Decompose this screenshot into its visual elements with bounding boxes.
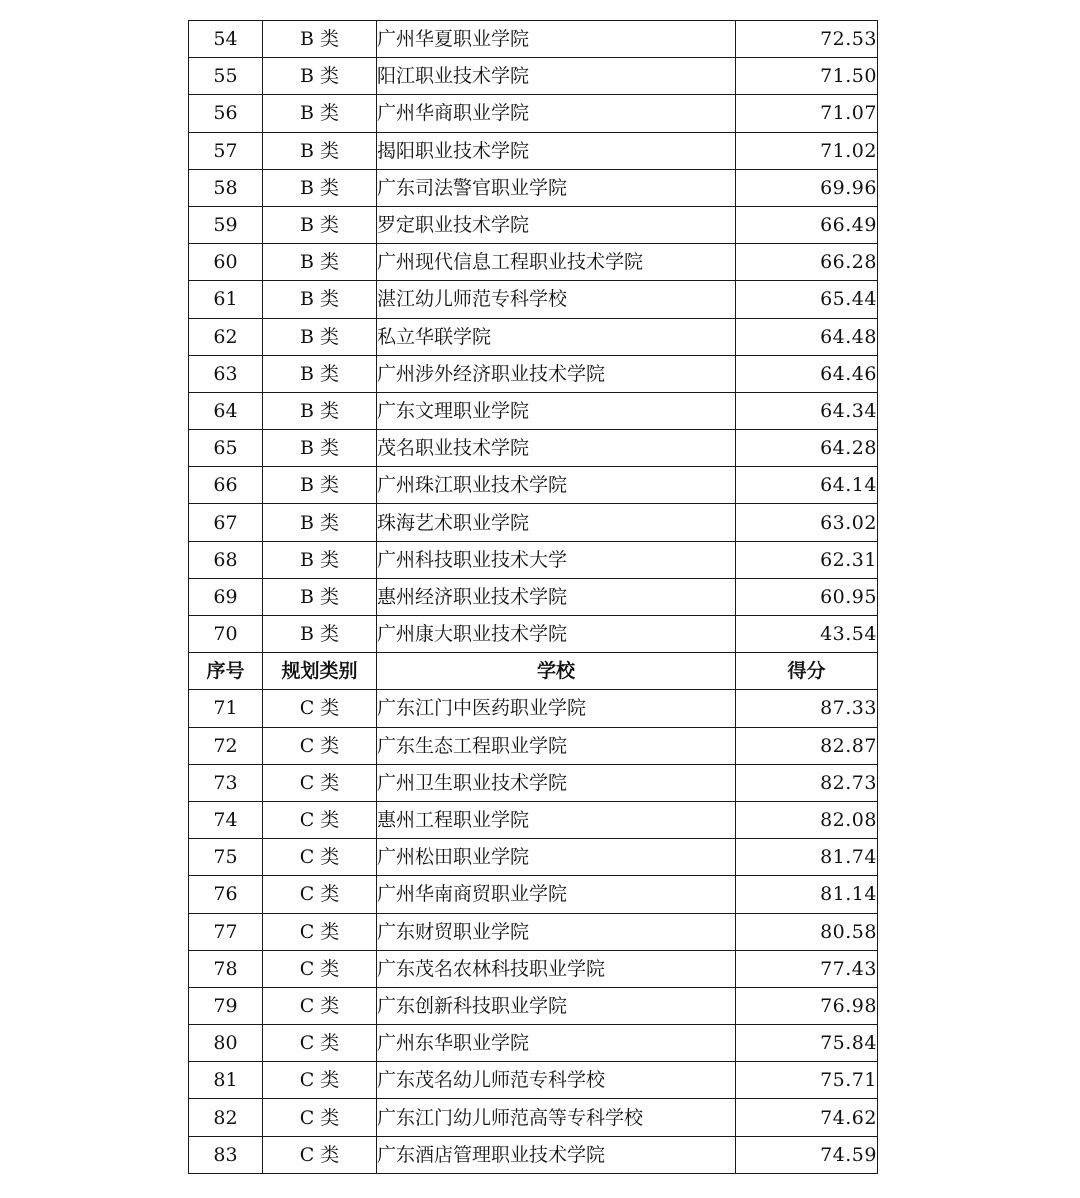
table-row: [189, 1062, 878, 1099]
row-category: C 类: [263, 1062, 377, 1099]
row-category: C 类: [263, 764, 377, 801]
row-school-name: 广州涉外经济职业技术学院: [377, 355, 736, 392]
row-category: B 类: [263, 430, 377, 467]
row-school-name: 私立华联学院: [377, 318, 736, 355]
row-school-name: 广东创新科技职业学院: [377, 987, 736, 1024]
table-row: [189, 318, 878, 355]
row-school-name: 广东酒店管理职业技术学院: [377, 1136, 736, 1173]
table-row: [189, 541, 878, 578]
row-school-name: 广东江门中医药职业学院: [377, 690, 736, 727]
row-number: 70: [189, 616, 263, 653]
row-score: 80.58: [736, 913, 878, 950]
row-school-name: 广州康大职业技术学院: [377, 616, 736, 653]
row-score: 77.43: [736, 950, 878, 987]
table-row: [189, 95, 878, 132]
row-category: B 类: [263, 392, 377, 429]
table-row: [189, 58, 878, 95]
row-category: C 类: [263, 913, 377, 950]
row-category: B 类: [263, 21, 377, 58]
table-section-c: [189, 690, 878, 1173]
table-row: [189, 690, 878, 727]
school-score-table: [188, 20, 878, 1174]
row-score: 82.87: [736, 727, 878, 764]
row-number: 77: [189, 913, 263, 950]
row-number: 73: [189, 764, 263, 801]
row-number: 64: [189, 392, 263, 429]
row-score: 64.14: [736, 467, 878, 504]
table-row: [189, 578, 878, 615]
table-row: [189, 1025, 878, 1062]
table-row: [189, 430, 878, 467]
row-school-name: 广州华夏职业学院: [377, 21, 736, 58]
row-score: 64.28: [736, 430, 878, 467]
row-score: 74.62: [736, 1099, 878, 1136]
table-row: [189, 504, 878, 541]
row-category: C 类: [263, 1025, 377, 1062]
row-score: 71.07: [736, 95, 878, 132]
row-score: 43.54: [736, 616, 878, 653]
row-score: 75.71: [736, 1062, 878, 1099]
row-number: 78: [189, 950, 263, 987]
row-category: B 类: [263, 58, 377, 95]
row-score: 71.02: [736, 132, 878, 169]
row-school-name: 罗定职业技术学院: [377, 206, 736, 243]
table-section-header: [189, 653, 878, 690]
row-number: 74: [189, 801, 263, 838]
row-score: 71.50: [736, 58, 878, 95]
table-row: [189, 950, 878, 987]
row-score: 64.34: [736, 392, 878, 429]
row-category: B 类: [263, 578, 377, 615]
row-category: B 类: [263, 355, 377, 392]
row-school-name: 广州松田职业学院: [377, 839, 736, 876]
row-score: 76.98: [736, 987, 878, 1024]
table-row: [189, 839, 878, 876]
row-category: B 类: [263, 95, 377, 132]
row-school-name: 揭阳职业技术学院: [377, 132, 736, 169]
row-category: C 类: [263, 690, 377, 727]
row-number: 61: [189, 281, 263, 318]
row-category: B 类: [263, 318, 377, 355]
row-school-name: 广东茂名农林科技职业学院: [377, 950, 736, 987]
row-number: 62: [189, 318, 263, 355]
row-number: 59: [189, 206, 263, 243]
row-number: 55: [189, 58, 263, 95]
row-school-name: 广东财贸职业学院: [377, 913, 736, 950]
table-row: [189, 876, 878, 913]
table-row: [189, 616, 878, 653]
table-row: [189, 913, 878, 950]
row-score: 64.46: [736, 355, 878, 392]
row-score: 66.28: [736, 244, 878, 281]
row-score: 82.73: [736, 764, 878, 801]
row-category: B 类: [263, 206, 377, 243]
row-school-name: 广东司法警官职业学院: [377, 169, 736, 206]
row-score: 75.84: [736, 1025, 878, 1062]
row-score: 66.49: [736, 206, 878, 243]
row-number: 68: [189, 541, 263, 578]
table-row: [189, 206, 878, 243]
table-row: [189, 244, 878, 281]
row-category: C 类: [263, 839, 377, 876]
table-row: [189, 21, 878, 58]
row-category: C 类: [263, 876, 377, 913]
row-school-name: 广州科技职业技术大学: [377, 541, 736, 578]
row-score: 60.95: [736, 578, 878, 615]
table-section-b: [189, 21, 878, 653]
row-score: 81.14: [736, 876, 878, 913]
row-number: 76: [189, 876, 263, 913]
row-school-name: 广东江门幼儿师范高等专科学校: [377, 1099, 736, 1136]
row-category: B 类: [263, 244, 377, 281]
row-category: B 类: [263, 281, 377, 318]
row-category: C 类: [263, 1136, 377, 1173]
row-score: 74.59: [736, 1136, 878, 1173]
table-row: [189, 281, 878, 318]
row-score: 81.74: [736, 839, 878, 876]
row-category: B 类: [263, 132, 377, 169]
header-no: 序号: [189, 653, 263, 690]
table-row: [189, 727, 878, 764]
row-number: 83: [189, 1136, 263, 1173]
row-category: B 类: [263, 616, 377, 653]
row-category: C 类: [263, 950, 377, 987]
header-score: 得分: [736, 653, 878, 690]
row-category: B 类: [263, 541, 377, 578]
row-category: B 类: [263, 504, 377, 541]
row-score: 63.02: [736, 504, 878, 541]
row-number: 80: [189, 1025, 263, 1062]
row-number: 82: [189, 1099, 263, 1136]
row-school-name: 惠州经济职业技术学院: [377, 578, 736, 615]
row-number: 66: [189, 467, 263, 504]
row-category: B 类: [263, 467, 377, 504]
row-school-name: 广州现代信息工程职业技术学院: [377, 244, 736, 281]
row-number: 57: [189, 132, 263, 169]
row-number: 81: [189, 1062, 263, 1099]
row-school-name: 阳江职业技术学院: [377, 58, 736, 95]
row-school-name: 珠海艺术职业学院: [377, 504, 736, 541]
row-number: 69: [189, 578, 263, 615]
row-number: 79: [189, 987, 263, 1024]
row-score: 65.44: [736, 281, 878, 318]
row-score: 62.31: [736, 541, 878, 578]
row-score: 69.96: [736, 169, 878, 206]
row-score: 72.53: [736, 21, 878, 58]
row-number: 65: [189, 430, 263, 467]
table-row: [189, 764, 878, 801]
table-row: [189, 169, 878, 206]
table-row: [189, 987, 878, 1024]
row-school-name: 广东生态工程职业学院: [377, 727, 736, 764]
row-number: 58: [189, 169, 263, 206]
table-row: [189, 355, 878, 392]
row-number: 75: [189, 839, 263, 876]
table-row: [189, 801, 878, 838]
table-row: [189, 132, 878, 169]
header-row: [189, 653, 878, 690]
header-school: 学校: [377, 653, 736, 690]
row-score: 82.08: [736, 801, 878, 838]
row-school-name: 湛江幼儿师范专科学校: [377, 281, 736, 318]
row-school-name: 惠州工程职业学院: [377, 801, 736, 838]
row-number: 54: [189, 21, 263, 58]
row-category: C 类: [263, 987, 377, 1024]
row-school-name: 广州华南商贸职业学院: [377, 876, 736, 913]
row-school-name: 广东茂名幼儿师范专科学校: [377, 1062, 736, 1099]
header-category: 规划类别: [263, 653, 377, 690]
row-school-name: 广州东华职业学院: [377, 1025, 736, 1062]
row-number: 56: [189, 95, 263, 132]
row-number: 60: [189, 244, 263, 281]
row-school-name: 广州华商职业学院: [377, 95, 736, 132]
row-category: C 类: [263, 801, 377, 838]
row-number: 71: [189, 690, 263, 727]
table-row: [189, 392, 878, 429]
row-school-name: 广州珠江职业技术学院: [377, 467, 736, 504]
row-score: 87.33: [736, 690, 878, 727]
row-category: B 类: [263, 169, 377, 206]
table-row: [189, 1136, 878, 1173]
table-row: [189, 1099, 878, 1136]
row-school-name: 茂名职业技术学院: [377, 430, 736, 467]
row-number: 72: [189, 727, 263, 764]
table-row: [189, 467, 878, 504]
row-school-name: 广州卫生职业技术学院: [377, 764, 736, 801]
row-number: 63: [189, 355, 263, 392]
row-category: C 类: [263, 1099, 377, 1136]
row-score: 64.48: [736, 318, 878, 355]
row-number: 67: [189, 504, 263, 541]
row-category: C 类: [263, 727, 377, 764]
row-school-name: 广东文理职业学院: [377, 392, 736, 429]
